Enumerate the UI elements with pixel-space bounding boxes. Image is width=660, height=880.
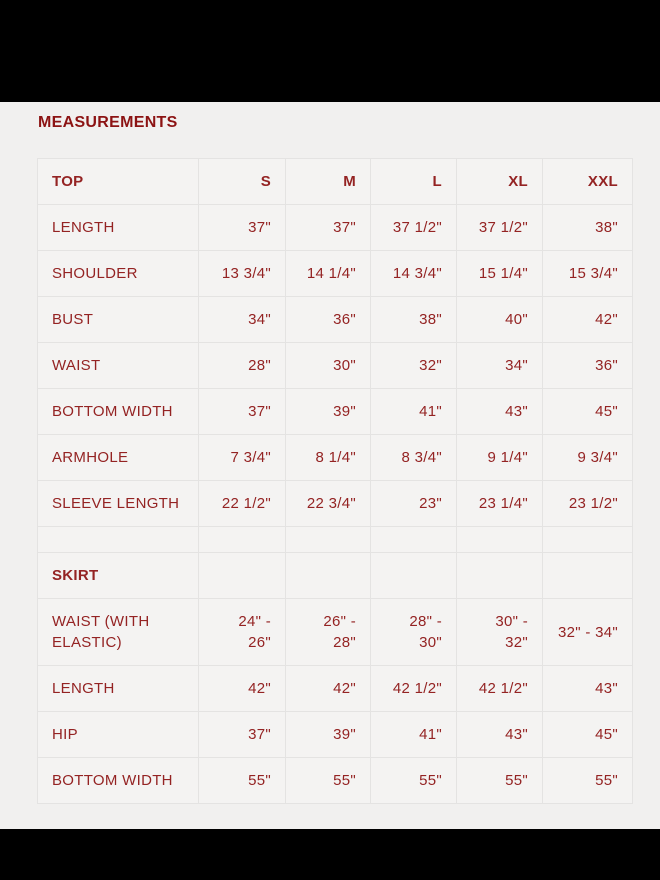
measurement-value-cell: 22 3/4" <box>286 481 371 527</box>
spacer-cell <box>286 527 371 553</box>
measurements-table-body <box>38 159 633 804</box>
measurement-value-cell: 39" <box>286 712 371 758</box>
measurement-label-cell: LENGTH <box>38 205 199 251</box>
measurement-label-cell: ARMHOLE <box>38 435 199 481</box>
measurement-value-cell: 28" <box>199 343 286 389</box>
size-column-header: XXL <box>543 159 633 205</box>
measurement-value-cell: 23 1/4" <box>457 481 543 527</box>
measurement-value-cell: 55" <box>371 758 457 804</box>
measurement-row <box>38 599 633 666</box>
measurement-row <box>38 205 633 251</box>
measurement-label-cell: BOTTOM WIDTH <box>38 389 199 435</box>
section-header-row <box>38 159 633 205</box>
size-column-header <box>199 553 286 599</box>
spacer-cell <box>38 527 199 553</box>
measurement-value-cell: 37 1/2" <box>371 205 457 251</box>
measurement-value-cell: 45" <box>543 712 633 758</box>
section-title: MEASUREMENTS <box>38 114 178 131</box>
measurement-value-cell: 9 1/4" <box>457 435 543 481</box>
spacer-cell <box>199 527 286 553</box>
measurement-value-cell: 43" <box>457 389 543 435</box>
measurement-value-cell: 55" <box>457 758 543 804</box>
measurement-label-cell: BOTTOM WIDTH <box>38 758 199 804</box>
measurement-row <box>38 435 633 481</box>
measurement-row <box>38 666 633 712</box>
measurement-label-cell: LENGTH <box>38 666 199 712</box>
size-column-header: L <box>371 159 457 205</box>
bottom-letterbox <box>0 829 660 880</box>
size-column-header: S <box>199 159 286 205</box>
measurement-value-cell: 32" - 34" <box>543 599 633 666</box>
section-header-cell: TOP <box>38 159 199 205</box>
measurement-value-cell: 23" <box>371 481 457 527</box>
spacer-cell <box>543 527 633 553</box>
measurement-value-cell: 42" <box>286 666 371 712</box>
measurement-value-cell: 42" <box>199 666 286 712</box>
measurement-value-cell: 15 3/4" <box>543 251 633 297</box>
measurement-value-cell: 43" <box>543 666 633 712</box>
measurement-row <box>38 297 633 343</box>
top-letterbox <box>0 0 660 102</box>
measurement-value-cell: 45" <box>543 389 633 435</box>
measurement-label-cell: SHOULDER <box>38 251 199 297</box>
measurement-value-cell: 9 3/4" <box>543 435 633 481</box>
size-column-header: M <box>286 159 371 205</box>
section-header-cell: SKIRT <box>38 553 199 599</box>
measurement-value-cell: 7 3/4" <box>199 435 286 481</box>
measurement-value-cell: 24" - 26" <box>199 599 286 666</box>
measurement-row <box>38 343 633 389</box>
spacer-cell <box>457 527 543 553</box>
size-column-header <box>286 553 371 599</box>
measurement-value-cell: 38" <box>543 205 633 251</box>
measurement-value-cell: 42" <box>543 297 633 343</box>
measurement-value-cell: 8 1/4" <box>286 435 371 481</box>
measurement-value-cell: 14 1/4" <box>286 251 371 297</box>
measurement-value-cell: 13 3/4" <box>199 251 286 297</box>
section-header-row <box>38 553 633 599</box>
measurement-value-cell: 14 3/4" <box>371 251 457 297</box>
measurement-label-cell: WAIST <box>38 343 199 389</box>
measurement-label-cell: HIP <box>38 712 199 758</box>
measurement-value-cell: 41" <box>371 389 457 435</box>
measurement-value-cell: 28" - 30" <box>371 599 457 666</box>
measurement-value-cell: 37" <box>199 712 286 758</box>
measurement-value-cell: 34" <box>457 343 543 389</box>
measurement-value-cell: 43" <box>457 712 543 758</box>
measurement-value-cell: 36" <box>286 297 371 343</box>
measurement-value-cell: 36" <box>543 343 633 389</box>
measurement-value-cell: 37 1/2" <box>457 205 543 251</box>
measurement-value-cell: 15 1/4" <box>457 251 543 297</box>
measurement-value-cell: 32" <box>371 343 457 389</box>
measurement-value-cell: 55" <box>543 758 633 804</box>
measurement-value-cell: 26" - 28" <box>286 599 371 666</box>
measurement-value-cell: 22 1/2" <box>199 481 286 527</box>
size-column-header <box>543 553 633 599</box>
measurement-value-cell: 42 1/2" <box>457 666 543 712</box>
measurement-row <box>38 758 633 804</box>
measurement-row <box>38 251 633 297</box>
measurement-value-cell: 55" <box>199 758 286 804</box>
measurement-label-cell: WAIST (WITH ELASTIC) <box>38 599 199 666</box>
measurement-value-cell: 37" <box>286 205 371 251</box>
measurement-label-cell: SLEEVE LENGTH <box>38 481 199 527</box>
measurement-value-cell: 37" <box>199 205 286 251</box>
measurement-value-cell: 42 1/2" <box>371 666 457 712</box>
measurement-value-cell: 8 3/4" <box>371 435 457 481</box>
measurement-row <box>38 712 633 758</box>
measurement-value-cell: 55" <box>286 758 371 804</box>
measurement-label-cell: BUST <box>38 297 199 343</box>
measurement-value-cell: 23 1/2" <box>543 481 633 527</box>
size-column-header: XL <box>457 159 543 205</box>
measurement-value-cell: 41" <box>371 712 457 758</box>
measurement-row <box>38 389 633 435</box>
measurement-row <box>38 481 633 527</box>
size-column-header <box>457 553 543 599</box>
measurement-value-cell: 37" <box>199 389 286 435</box>
measurement-value-cell: 40" <box>457 297 543 343</box>
section-spacer-row <box>38 527 633 553</box>
spacer-cell <box>371 527 457 553</box>
measurements-section <box>0 102 660 829</box>
measurement-value-cell: 38" <box>371 297 457 343</box>
measurement-value-cell: 30" <box>286 343 371 389</box>
measurement-value-cell: 34" <box>199 297 286 343</box>
size-column-header <box>371 553 457 599</box>
measurements-table <box>37 158 633 804</box>
measurement-value-cell: 30" - 32" <box>457 599 543 666</box>
measurement-value-cell: 39" <box>286 389 371 435</box>
